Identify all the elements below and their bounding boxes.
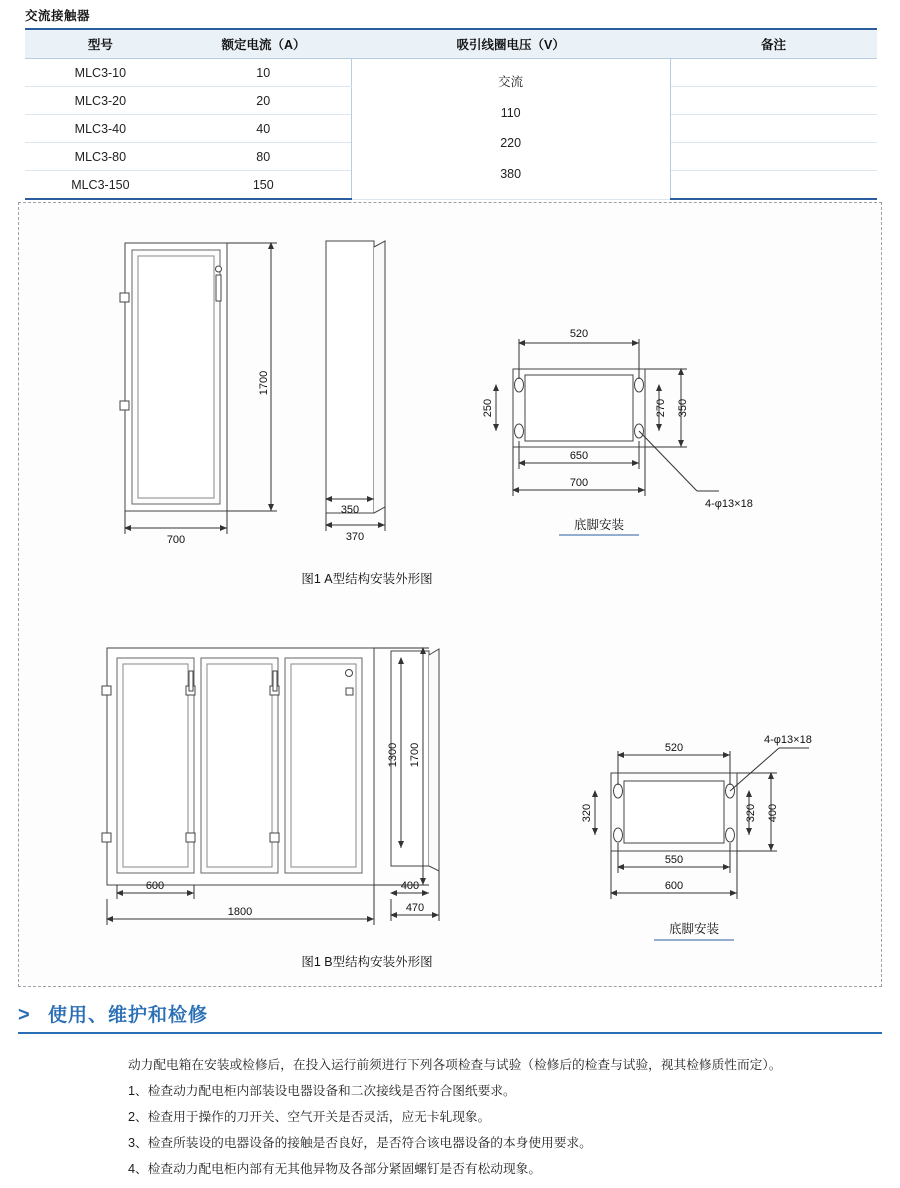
dim-a-depth-inner: 350: [340, 504, 360, 516]
caption-a-base: 底脚安装: [573, 518, 625, 532]
dim-b-depth-outer: 470: [405, 902, 425, 914]
dim-a-base-bottom-width: 700: [569, 477, 589, 489]
drawing-panel: [18, 202, 882, 987]
column-header-remark: 备注: [670, 29, 877, 59]
body-paragraph-1: 1、检查动力配电柜内部装设电器设备和二次接线是否符合图纸要求。: [128, 1084, 516, 1098]
cell-remark: [670, 143, 877, 171]
dim-a-depth-outer: 370: [345, 531, 365, 543]
section-body: [128, 1052, 868, 1182]
cell-model: MLC3-40: [25, 115, 176, 143]
body-paragraph-intro: 动力配电箱在安装或检修后，在投入运行前须进行下列各项检查与试验（检修后的检查与试验，视其检修质性而定）。: [128, 1058, 782, 1072]
dim-b-base-left-height: 320: [581, 803, 593, 823]
dim-a-base-outer-height: 350: [677, 398, 689, 418]
technical-drawings: [19, 203, 881, 986]
dim-b-door-width: 600: [145, 880, 165, 892]
coil-voltage-ac: 交流: [498, 75, 524, 90]
column-header-model: 型号: [25, 29, 176, 59]
table-row: [25, 59, 877, 87]
dim-a-base-top-width: 520: [569, 328, 589, 340]
caption-figure-a: 图1 A型结构安装外形图: [301, 572, 433, 586]
dim-a-front-height: 1700: [258, 370, 270, 396]
chevron-right-icon: >: [18, 1004, 30, 1026]
cell-model: MLC3-80: [25, 143, 176, 171]
dim-a-base-inner-height: 270: [655, 398, 667, 418]
cell-current: 40: [176, 115, 351, 143]
coil-voltage-110: 110: [500, 105, 521, 120]
dim-b-base-outer-height: 400: [767, 803, 779, 823]
cell-model: MLC3-150: [25, 171, 176, 200]
cell-current: 80: [176, 143, 351, 171]
spec-table: [25, 28, 877, 200]
coil-voltage-380: 380: [500, 166, 522, 181]
cell-model: MLC3-10: [25, 59, 176, 87]
dim-b-front-height: 1700: [409, 742, 421, 768]
section-header: [18, 1000, 882, 1036]
cell-current: 10: [176, 59, 351, 87]
column-header-voltage: 吸引线圈电压（V）: [351, 29, 670, 59]
dim-b-depth-inner: 400: [400, 880, 420, 892]
column-header-current: 额定电流（A）: [176, 29, 351, 59]
table-header-row: [25, 29, 877, 59]
caption-figure-b: 图1 B型结构安装外形图: [301, 955, 433, 969]
dim-b-total-width: 1800: [227, 906, 253, 918]
dim-b-base-mid-width: 550: [664, 854, 684, 866]
dim-b-base-bottom-width: 600: [664, 880, 684, 892]
dim-a-base-left-height: 250: [482, 398, 494, 418]
note-a-holes: 4-φ13×18: [705, 498, 753, 510]
caption-b-base: 底脚安装: [668, 922, 720, 936]
cell-remark: [670, 59, 877, 87]
cell-current: 20: [176, 87, 351, 115]
cell-coil-voltage: [351, 59, 670, 200]
dim-a-base-mid-width: 650: [569, 450, 589, 462]
dim-a-front-width: 700: [166, 534, 186, 546]
dim-b-base-inner-height: 320: [745, 803, 757, 823]
dim-b-base-top-width: 520: [664, 742, 684, 754]
section-divider: [18, 1032, 882, 1034]
cell-current: 150: [176, 171, 351, 200]
dim-b-door-height: 1300: [387, 742, 399, 768]
body-paragraph-3: 3、检查所装设的电器设备的接触是否良好，是否符合该电器设备的本身使用要求。: [128, 1136, 592, 1150]
cell-model: MLC3-20: [25, 87, 176, 115]
section-title: 使用、维护和检修: [48, 1005, 209, 1026]
body-paragraph-2: 2、检查用于操作的刀开关、空气开关是否灵活，应无卡轧现象。: [128, 1110, 491, 1124]
cell-remark: [670, 171, 877, 200]
cell-remark: [670, 87, 877, 115]
cell-remark: [670, 115, 877, 143]
coil-voltage-220: 220: [500, 136, 522, 151]
note-b-holes: 4-φ13×18: [764, 734, 812, 746]
table-title: 交流接触器: [25, 9, 91, 23]
body-paragraph-4: 4、检查动力配电柜内部有无其他异物及各部分紧固螺钉是否有松动现象。: [128, 1162, 542, 1176]
